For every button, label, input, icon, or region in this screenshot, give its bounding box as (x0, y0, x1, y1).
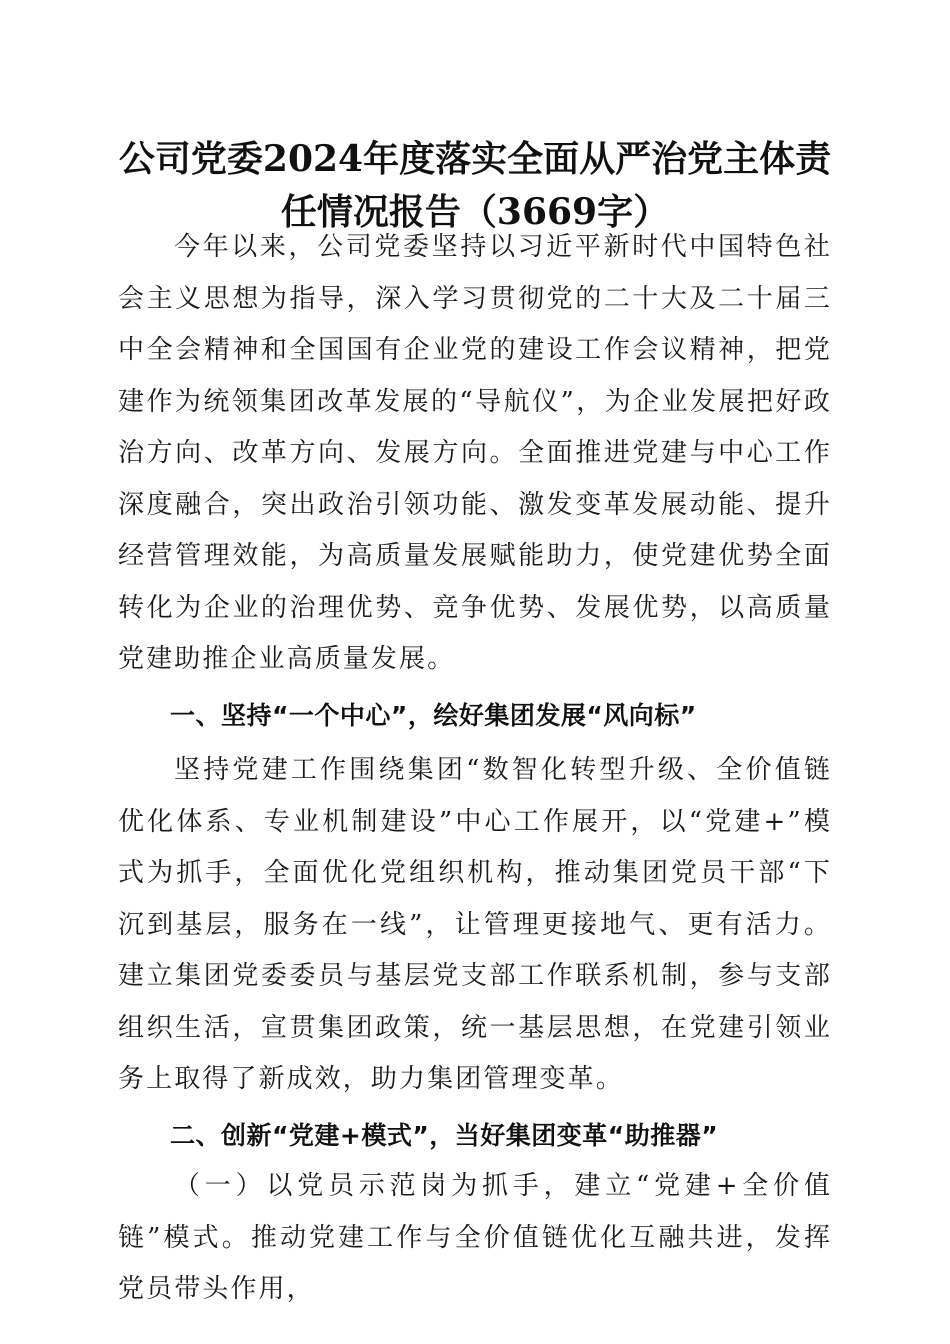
document-title-line-1: 公司党委2024年度落实全面从严治党主体责 (118, 138, 832, 180)
intro-paragraph: 今年以来，公司党委坚持以习近平新时代中国特色社会主义思想为指导，深入学习贯彻党的二十大及二十届三中全会精神和全国国有企业党的建设工作会议精神，把党建作为统领集团改革发展的“导航仪”，为企业发展把好政治方向、改革方向、发展方向。全面推进党建与中心工作深度融合，突出政治引领功能、激发变革发展动能、提升经营管理效能，为高质量发展赋能助力，使党建优势全面转化为企业的治理优势、竞争优势、发展优势，以高质量党建助推企业高质量发展。 (118, 232, 832, 674)
document-title-line-2: 任情况报告（3669字） (280, 191, 670, 233)
section-2-paragraph-1: （一）以党员示范岗为抓手，建立“党建+全价值链”模式。推动党建工作与全价值链优化互融共进，发挥党员带头作用， (118, 1171, 832, 1304)
section-heading-2: 二、创新“党建+模式”，当好集团变革“助推器” (170, 1120, 719, 1150)
document-body (118, 222, 832, 1316)
section-1-paragraph: 坚持党建工作围绕集团“数智化转型升级、全价值链优化体系、专业机制建设”中心工作展开，以“党建+”模式为抓手，全面优化党组织机构，推动集团党员干部“下沉到基层，服务在一线”，让管理更接地气、更有活力。建立集团党委委员与基层党支部工作联系机制，参与支部组织生活，宣贯集团政策，统一基层思想，在党建引领业务上取得了新成效，助力集团管理变革。 (118, 755, 832, 1094)
section-heading-1: 一、坚持“一个中心”，绘好集团发展“风向标” (170, 700, 697, 730)
